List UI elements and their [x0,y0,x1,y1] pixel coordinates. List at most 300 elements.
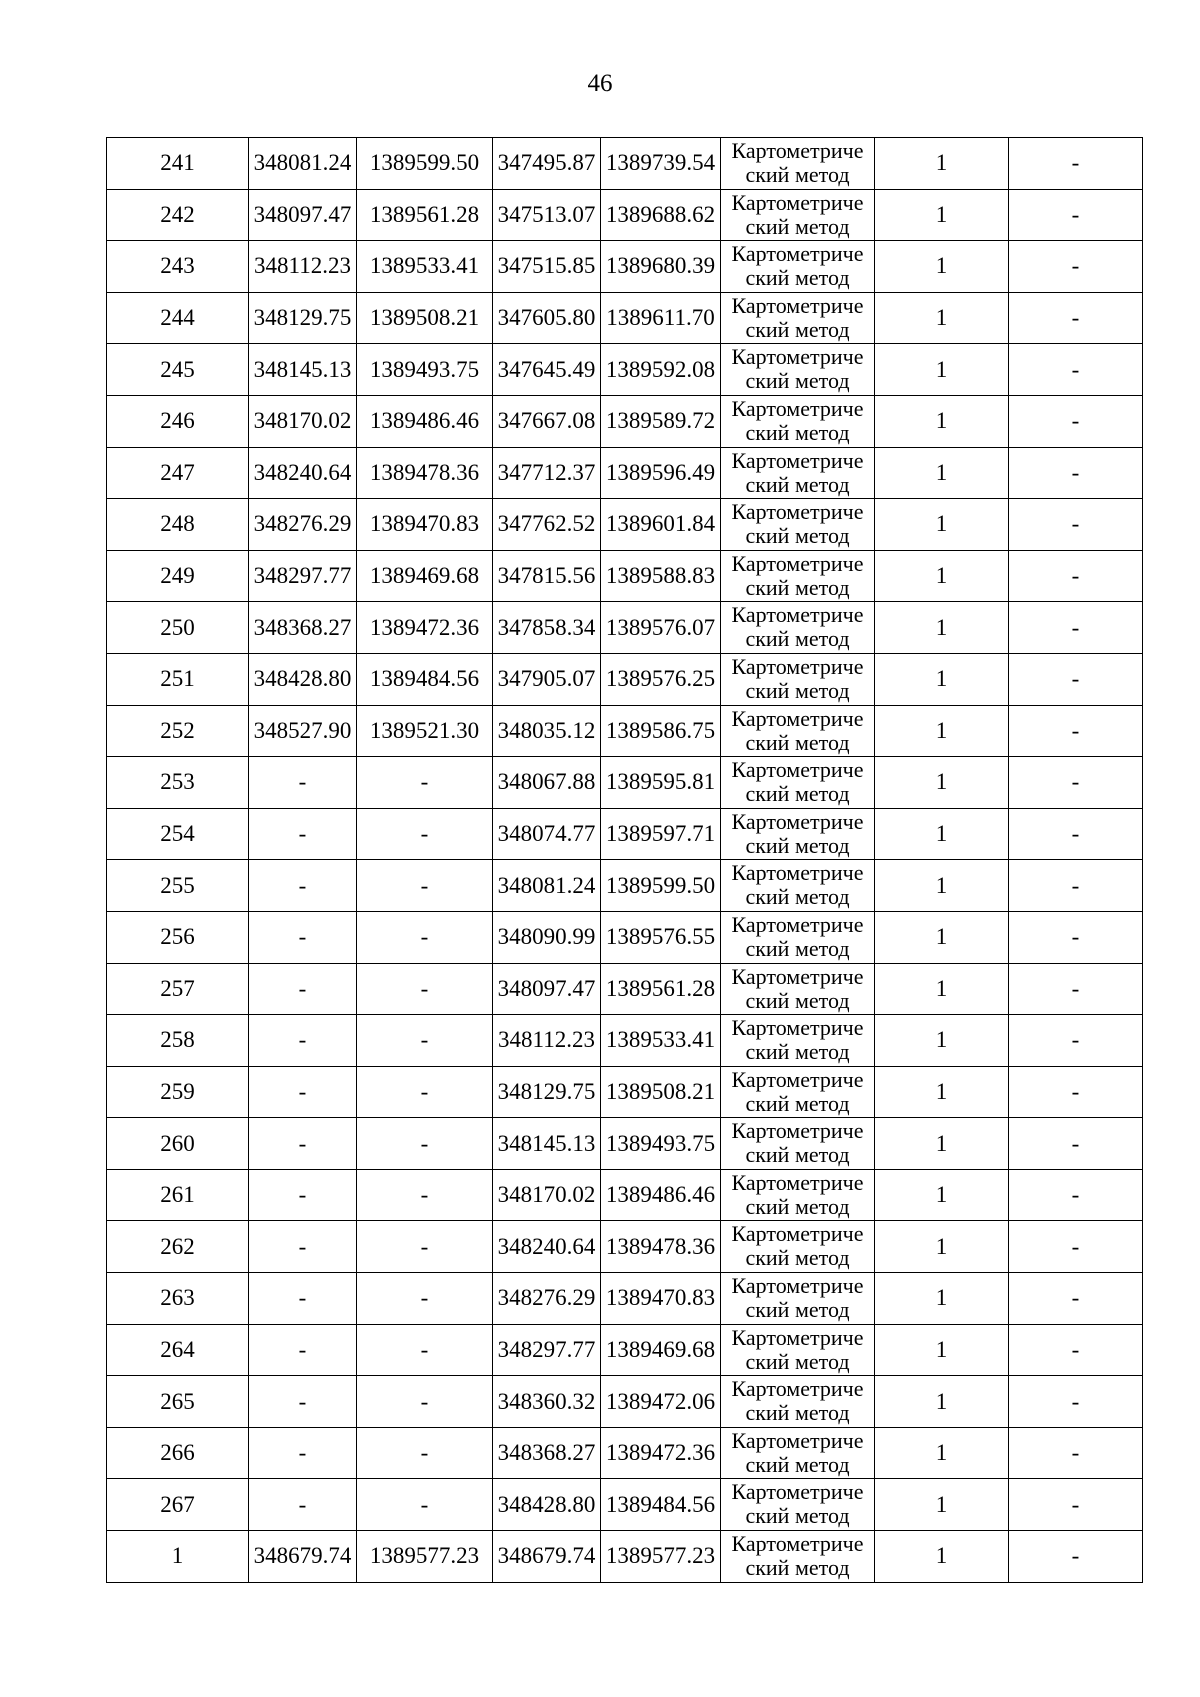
accuracy-cell: 1 [875,1066,1009,1118]
method-cell [721,653,875,705]
table-row [107,653,1143,705]
new-y-cell: 1389484.56 [601,1479,721,1531]
accuracy-cell: 1 [875,241,1009,293]
point-number-cell: 243 [107,241,249,293]
new-y-cell: 1389688.62 [601,189,721,241]
old-x-cell: 348297.77 [249,550,357,602]
coordinates-table [106,137,1143,1583]
method-text [721,913,874,961]
method-line-1: Картометриче [731,758,864,783]
new-x-cell: 347495.87 [493,138,601,190]
old-y-cell: - [357,1273,493,1325]
point-number-cell: 242 [107,189,249,241]
method-text [721,191,874,239]
old-y-cell: - [357,860,493,912]
table-row [107,1015,1143,1067]
method-line-1: Картометриче [731,139,864,163]
point-number-cell: 261 [107,1169,249,1221]
method-line-1: Картометриче [731,242,864,267]
table-row [107,189,1143,241]
note-cell: - [1009,395,1143,447]
new-x-cell: 347605.80 [493,292,601,344]
old-x-cell: - [249,1118,357,1170]
method-text [721,810,874,858]
accuracy-cell: 1 [875,1015,1009,1067]
note-cell: - [1009,1273,1143,1325]
method-line-2: ский метод [745,1297,850,1323]
point-number-cell: 249 [107,550,249,602]
accuracy-cell: 1 [875,860,1009,912]
method-text [721,242,874,290]
method-line-1: Картометриче [731,1377,864,1402]
table-row [107,241,1143,293]
point-number-cell: 258 [107,1015,249,1067]
method-text [721,1480,874,1528]
table-row [107,1376,1143,1428]
method-text [721,965,874,1013]
method-cell [721,138,875,190]
note-cell: - [1009,447,1143,499]
accuracy-cell: 1 [875,911,1009,963]
point-number-cell: 265 [107,1376,249,1428]
old-x-cell: - [249,1376,357,1428]
method-line-1: Картометриче [731,1222,864,1247]
table-row [107,138,1143,190]
new-y-cell: 1389596.49 [601,447,721,499]
accuracy-cell: 1 [875,963,1009,1015]
table-row [107,911,1143,963]
method-cell [721,241,875,293]
point-number-cell: 253 [107,757,249,809]
accuracy-cell: 1 [875,602,1009,654]
note-cell: - [1009,705,1143,757]
method-line-2: ский метод [745,729,850,755]
method-text [721,500,874,548]
method-line-1: Картометриче [731,1016,864,1041]
old-y-cell: - [357,911,493,963]
method-cell [721,1427,875,1479]
method-line-2: ский метод [745,781,850,807]
method-text [721,552,874,600]
old-x-cell: 348112.23 [249,241,357,293]
method-cell [721,1376,875,1428]
new-x-cell: 348368.27 [493,1427,601,1479]
method-line-1: Картометриче [731,293,864,318]
accuracy-cell: 1 [875,550,1009,602]
method-cell [721,911,875,963]
new-y-cell: 1389470.83 [601,1273,721,1325]
method-line-1: Картометриче [731,1532,864,1557]
note-cell: - [1009,963,1143,1015]
point-number-cell: 263 [107,1273,249,1325]
note-cell: - [1009,911,1143,963]
method-line-2: ский метод [745,1555,850,1581]
method-cell [721,705,875,757]
new-y-cell: 1389576.25 [601,653,721,705]
old-x-cell: 348428.80 [249,653,357,705]
method-cell [721,1015,875,1067]
method-cell [721,344,875,396]
point-number-cell: 246 [107,395,249,447]
method-cell [721,1221,875,1273]
method-cell [721,395,875,447]
point-number-cell: 247 [107,447,249,499]
accuracy-cell: 1 [875,344,1009,396]
old-y-cell: 1389561.28 [357,189,493,241]
method-line-1: Картометриче [731,809,864,834]
point-number-cell: 255 [107,860,249,912]
method-text [721,1222,874,1270]
method-line-1: Картометриче [731,551,864,576]
accuracy-cell: 1 [875,189,1009,241]
point-number-cell: 260 [107,1118,249,1170]
method-text [721,1532,874,1580]
note-cell: - [1009,138,1143,190]
method-cell [721,1273,875,1325]
method-text [721,861,874,909]
new-x-cell: 347712.37 [493,447,601,499]
new-x-cell: 348081.24 [493,860,601,912]
method-line-2: ский метод [745,265,850,291]
old-x-cell: 348240.64 [249,447,357,499]
point-number-cell: 241 [107,138,249,190]
old-y-cell: 1389493.75 [357,344,493,396]
old-y-cell: 1389469.68 [357,550,493,602]
method-text [721,1377,874,1425]
old-x-cell: 348145.13 [249,344,357,396]
method-line-1: Картометриче [731,603,864,628]
new-y-cell: 1389577.23 [601,1531,721,1583]
point-number-cell: 248 [107,499,249,551]
note-cell: - [1009,1015,1143,1067]
table-row [107,499,1143,551]
accuracy-cell: 1 [875,808,1009,860]
note-cell: - [1009,1376,1143,1428]
note-cell: - [1009,1427,1143,1479]
old-x-cell: 348527.90 [249,705,357,757]
old-y-cell: 1389470.83 [357,499,493,551]
new-x-cell: 348090.99 [493,911,601,963]
new-x-cell: 347645.49 [493,344,601,396]
table-row [107,1118,1143,1170]
method-line-2: ский метод [745,471,850,497]
method-line-1: Картометриче [731,912,864,937]
method-cell [721,1324,875,1376]
method-line-2: ский метод [745,213,850,239]
note-cell: - [1009,344,1143,396]
method-text [721,758,874,806]
method-text [721,1326,874,1374]
accuracy-cell: 1 [875,292,1009,344]
method-text [721,294,874,342]
old-y-cell: 1389577.23 [357,1531,493,1583]
method-text [721,449,874,497]
note-cell: - [1009,1169,1143,1221]
new-y-cell: 1389680.39 [601,241,721,293]
method-text [721,1171,874,1219]
table-row [107,344,1143,396]
old-y-cell: 1389486.46 [357,395,493,447]
method-cell [721,963,875,1015]
note-cell: - [1009,653,1143,705]
method-line-1: Картометриче [731,396,864,421]
method-text [721,603,874,651]
old-x-cell: - [249,1427,357,1479]
method-text [721,397,874,445]
accuracy-cell: 1 [875,1531,1009,1583]
old-x-cell: - [249,1169,357,1221]
accuracy-cell: 1 [875,1376,1009,1428]
method-line-2: ский метод [745,1451,850,1477]
old-y-cell: - [357,757,493,809]
table-row [107,1066,1143,1118]
accuracy-cell: 1 [875,705,1009,757]
old-y-cell: 1389521.30 [357,705,493,757]
method-cell [721,1066,875,1118]
old-y-cell: - [357,1169,493,1221]
method-line-2: ский метод [745,574,850,600]
point-number-cell: 1 [107,1531,249,1583]
note-cell: - [1009,1066,1143,1118]
new-x-cell: 347667.08 [493,395,601,447]
method-line-2: ский метод [745,368,850,394]
point-number-cell: 254 [107,808,249,860]
method-line-2: ский метод [745,1142,850,1168]
old-x-cell: 348081.24 [249,138,357,190]
accuracy-cell: 1 [875,395,1009,447]
new-x-cell: 348428.80 [493,1479,601,1531]
new-x-cell: 348097.47 [493,963,601,1015]
accuracy-cell: 1 [875,499,1009,551]
new-y-cell: 1389586.75 [601,705,721,757]
table-row [107,395,1143,447]
old-y-cell: 1389472.36 [357,602,493,654]
new-x-cell: 348067.88 [493,757,601,809]
method-cell [721,860,875,912]
new-y-cell: 1389478.36 [601,1221,721,1273]
old-x-cell: - [249,1273,357,1325]
method-cell [721,1169,875,1221]
new-y-cell: 1389588.83 [601,550,721,602]
method-text [721,1016,874,1064]
new-y-cell: 1389601.84 [601,499,721,551]
new-y-cell: 1389469.68 [601,1324,721,1376]
method-line-2: ский метод [745,987,850,1013]
method-cell [721,189,875,241]
old-y-cell: - [357,1066,493,1118]
method-text [721,1274,874,1322]
point-number-cell: 256 [107,911,249,963]
method-text [721,707,874,755]
method-line-1: Картометриче [731,1325,864,1350]
old-y-cell: 1389533.41 [357,241,493,293]
point-number-cell: 244 [107,292,249,344]
new-y-cell: 1389597.71 [601,808,721,860]
accuracy-cell: 1 [875,1427,1009,1479]
old-x-cell: - [249,860,357,912]
table-row [107,1324,1143,1376]
old-x-cell: 348170.02 [249,395,357,447]
method-line-2: ский метод [745,523,850,549]
point-number-cell: 259 [107,1066,249,1118]
table-row [107,1221,1143,1273]
method-line-1: Картометриче [731,1170,864,1195]
table-row [107,1531,1143,1583]
method-line-2: ский метод [745,626,850,652]
new-y-cell: 1389533.41 [601,1015,721,1067]
new-x-cell: 348240.64 [493,1221,601,1273]
note-cell: - [1009,860,1143,912]
new-x-cell: 348170.02 [493,1169,601,1221]
old-x-cell: 348679.74 [249,1531,357,1583]
method-line-2: ский метод [745,1348,850,1374]
old-y-cell: - [357,1118,493,1170]
method-line-1: Картометриче [731,1067,864,1092]
method-line-2: ский метод [745,316,850,342]
method-line-1: Картометриче [731,861,864,886]
point-number-cell: 266 [107,1427,249,1479]
new-y-cell: 1389472.36 [601,1427,721,1479]
method-line-1: Картометриче [731,1428,864,1453]
method-line-1: Картометриче [731,964,864,989]
old-y-cell: 1389484.56 [357,653,493,705]
new-y-cell: 1389592.08 [601,344,721,396]
method-line-1: Картометриче [731,1480,864,1505]
new-y-cell: 1389611.70 [601,292,721,344]
table-row [107,292,1143,344]
new-y-cell: 1389576.55 [601,911,721,963]
new-y-cell: 1389599.50 [601,860,721,912]
note-cell: - [1009,808,1143,860]
point-number-cell: 257 [107,963,249,1015]
new-x-cell: 347513.07 [493,189,601,241]
method-line-1: Картометриче [731,654,864,679]
page-number: 46 [587,70,613,97]
old-x-cell: - [249,808,357,860]
method-cell [721,499,875,551]
new-y-cell: 1389576.07 [601,602,721,654]
old-x-cell: 348129.75 [249,292,357,344]
new-x-cell: 348679.74 [493,1531,601,1583]
table-row [107,705,1143,757]
method-text [721,1068,874,1116]
point-number-cell: 267 [107,1479,249,1531]
new-x-cell: 347815.56 [493,550,601,602]
method-line-2: ский метод [745,832,850,858]
new-y-cell: 1389589.72 [601,395,721,447]
note-cell: - [1009,1531,1143,1583]
new-y-cell: 1389561.28 [601,963,721,1015]
method-line-2: ский метод [745,1090,850,1116]
method-line-1: Картометриче [731,706,864,731]
table-row [107,808,1143,860]
new-x-cell: 348074.77 [493,808,601,860]
new-x-cell: 347515.85 [493,241,601,293]
new-x-cell: 348035.12 [493,705,601,757]
method-line-2: ский метод [745,1400,850,1426]
new-y-cell: 1389486.46 [601,1169,721,1221]
note-cell: - [1009,292,1143,344]
method-text [721,139,874,187]
accuracy-cell: 1 [875,138,1009,190]
accuracy-cell: 1 [875,1221,1009,1273]
method-line-1: Картометриче [731,1274,864,1299]
table-row [107,602,1143,654]
method-text [721,345,874,393]
accuracy-cell: 1 [875,1169,1009,1221]
method-text [721,1119,874,1167]
new-x-cell: 348112.23 [493,1015,601,1067]
old-x-cell: - [249,1221,357,1273]
accuracy-cell: 1 [875,1324,1009,1376]
note-cell: - [1009,1118,1143,1170]
old-x-cell: - [249,757,357,809]
accuracy-cell: 1 [875,653,1009,705]
method-text [721,1429,874,1477]
method-cell [721,1531,875,1583]
method-cell [721,447,875,499]
table-row [107,1273,1143,1325]
point-number-cell: 264 [107,1324,249,1376]
old-y-cell: - [357,1324,493,1376]
note-cell: - [1009,1221,1143,1273]
old-y-cell: - [357,1015,493,1067]
method-line-1: Картометриче [731,190,864,215]
method-line-2: ский метод [745,884,850,910]
old-y-cell: 1389599.50 [357,138,493,190]
new-x-cell: 347905.07 [493,653,601,705]
note-cell: - [1009,241,1143,293]
note-cell: - [1009,757,1143,809]
new-x-cell: 348145.13 [493,1118,601,1170]
method-line-1: Картометриче [731,448,864,473]
method-text [721,655,874,703]
old-x-cell: - [249,1324,357,1376]
method-line-2: ский метод [745,677,850,703]
old-x-cell: - [249,1479,357,1531]
old-y-cell: 1389508.21 [357,292,493,344]
new-y-cell: 1389472.06 [601,1376,721,1428]
table-body [107,138,1143,1583]
method-cell [721,1118,875,1170]
new-x-cell: 348360.32 [493,1376,601,1428]
method-cell [721,292,875,344]
method-cell [721,602,875,654]
method-line-1: Картометриче [731,500,864,525]
method-line-2: ский метод [745,162,850,187]
old-x-cell: - [249,963,357,1015]
table-row [107,1427,1143,1479]
old-y-cell: - [357,1427,493,1479]
method-line-2: ский метод [745,935,850,961]
old-y-cell: - [357,1221,493,1273]
accuracy-cell: 1 [875,1479,1009,1531]
method-cell [721,757,875,809]
point-number-cell: 252 [107,705,249,757]
old-y-cell: - [357,808,493,860]
old-y-cell: - [357,963,493,1015]
table-row [107,1479,1143,1531]
table-row [107,963,1143,1015]
point-number-cell: 250 [107,602,249,654]
new-x-cell: 347762.52 [493,499,601,551]
new-x-cell: 348276.29 [493,1273,601,1325]
method-line-2: ский метод [745,1503,850,1529]
method-cell [721,1479,875,1531]
accuracy-cell: 1 [875,447,1009,499]
old-x-cell: 348097.47 [249,189,357,241]
point-number-cell: 245 [107,344,249,396]
